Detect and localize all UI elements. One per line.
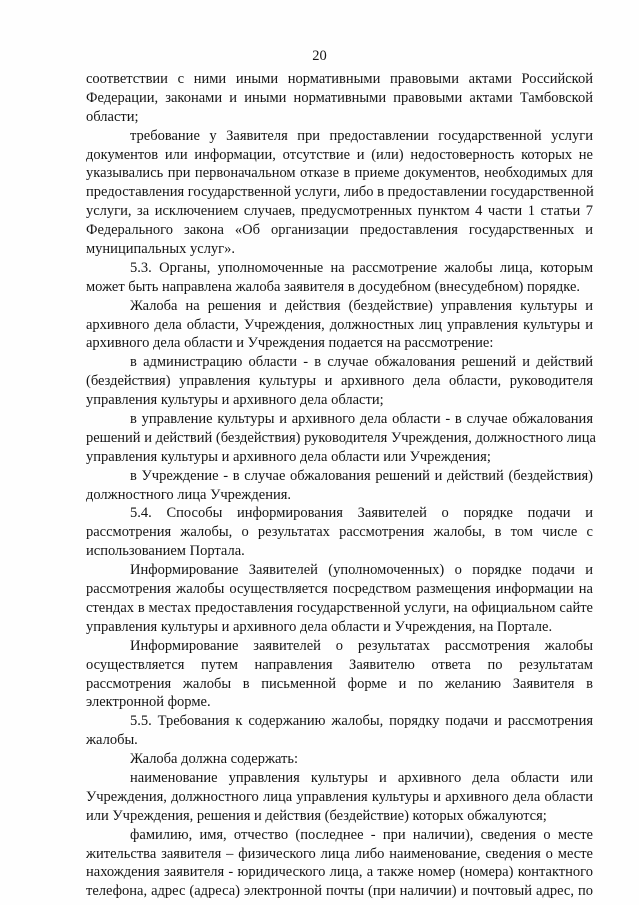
text-line: Жалоба должна содержать: xyxy=(130,751,299,768)
text-line: электронной форме. xyxy=(86,694,211,711)
text-line: указывались при первоначальном отказе в приеме документов, необходимых для xyxy=(86,165,593,182)
text-line: Учреждения, должностного лица управления культуры и архивного дела области xyxy=(86,788,593,805)
text-line: соответствии с ними иными нормативными правовыми актами Российской xyxy=(86,71,593,87)
text-line: Федерации, законами и иными нормативными правовыми актами Тамбовской xyxy=(86,89,593,106)
text-line: Информирование Заявителей (уполномоченных) о порядке подачи и xyxy=(130,562,593,579)
document-body xyxy=(86,70,596,901)
text-line: области; xyxy=(86,108,139,125)
text-line: использованием Портала. xyxy=(86,543,245,560)
page-number: 20 xyxy=(312,48,327,64)
text-line: управления культуры и архивного дела области или Учреждения; xyxy=(86,448,491,465)
text-line: должностного лица Учреждения. xyxy=(86,486,292,503)
text-line: осуществляется путем направления Заявителю ответа по результатам xyxy=(86,656,593,673)
text-line: жалобы. xyxy=(86,732,138,749)
text-line: рассмотрения жалобы в письменной форме и по желанию Заявителя в xyxy=(86,675,593,692)
text-line: наименование управления культуры и архивного дела области или xyxy=(130,769,593,786)
text-line: в администрацию области - в случае обжалования решений и действий xyxy=(130,354,593,371)
text-line: 5.4. Способы информирования Заявителей о порядке подачи и xyxy=(130,505,593,522)
text-line: архивного дела области, Учреждения, должностных лиц управления культуры и xyxy=(86,316,593,333)
text-line: рассмотрения жалобы, о результатах рассмотрения жалобы, в том числе с xyxy=(86,524,593,541)
text-line: фамилию, имя, отчество (последнее - при наличии), сведения о месте xyxy=(130,826,593,843)
text-line: или Учреждения, решения и действия (бездействие) которых обжалуются; xyxy=(86,807,547,824)
text-line: предоставления государственной услуги, либо в предоставлении государственной xyxy=(86,184,594,201)
text-line: решений и действий (бездействия) руководителя Учреждения, должностного лица xyxy=(86,429,596,446)
text-line: 5.3. Органы, уполномоченные на рассмотрение жалобы лица, которым xyxy=(130,259,593,276)
text-line: 5.5. Требования к содержанию жалобы, порядку подачи и рассмотрения xyxy=(130,713,593,730)
text-line: нахождения заявителя - юридического лица, а также номер (номера) контактного xyxy=(86,864,593,881)
text-line: Федерального закона «Об организации предоставления государственных и xyxy=(86,222,593,239)
text-line: муниципальных услуг». xyxy=(86,241,236,258)
text-line: управления культуры и архивного дела области; xyxy=(86,392,384,409)
text-line: рассмотрения жалобы осуществляется посредством размещения информации на xyxy=(86,581,593,598)
text-line: архивного дела области и Учреждения подается на рассмотрение: xyxy=(86,335,494,352)
text-line: может быть направлена жалоба заявителя в досудебном (внесудебном) порядке. xyxy=(86,278,581,295)
text-line: телефона, адрес (адреса) электронной почты (при наличии) и почтовый адрес, по xyxy=(86,883,593,900)
text-line: требование у Заявителя при предоставлении государственной услуги xyxy=(130,127,593,144)
text-line: документов или информации, отсутствие и (или) недостоверность которых не xyxy=(86,146,593,163)
text-line: стендах в местах предоставления государственной услуги, на официальном сайте xyxy=(86,599,593,616)
text-line: Информирование заявителей о результатах рассмотрения жалобы xyxy=(130,637,593,654)
text-line: в Учреждение - в случае обжалования решений и действий (бездействия) xyxy=(130,467,593,484)
text-line: управления культуры и архивного дела области и Учреждения, на Портале. xyxy=(86,618,553,635)
text-line: в управление культуры и архивного дела области - в случае обжалования xyxy=(130,411,593,428)
text-line: (бездействия) управления культуры и архивного дела области, руководителя xyxy=(86,373,593,390)
text-line: жительства заявителя – физического лица либо наименование, сведения о месте xyxy=(86,845,593,862)
text-line: Жалоба на решения и действия (бездействие) управления культуры и xyxy=(130,297,593,314)
text-line: услуги, за исключением случаев, предусмотренных пунктом 4 части 1 статьи 7 xyxy=(86,203,593,220)
